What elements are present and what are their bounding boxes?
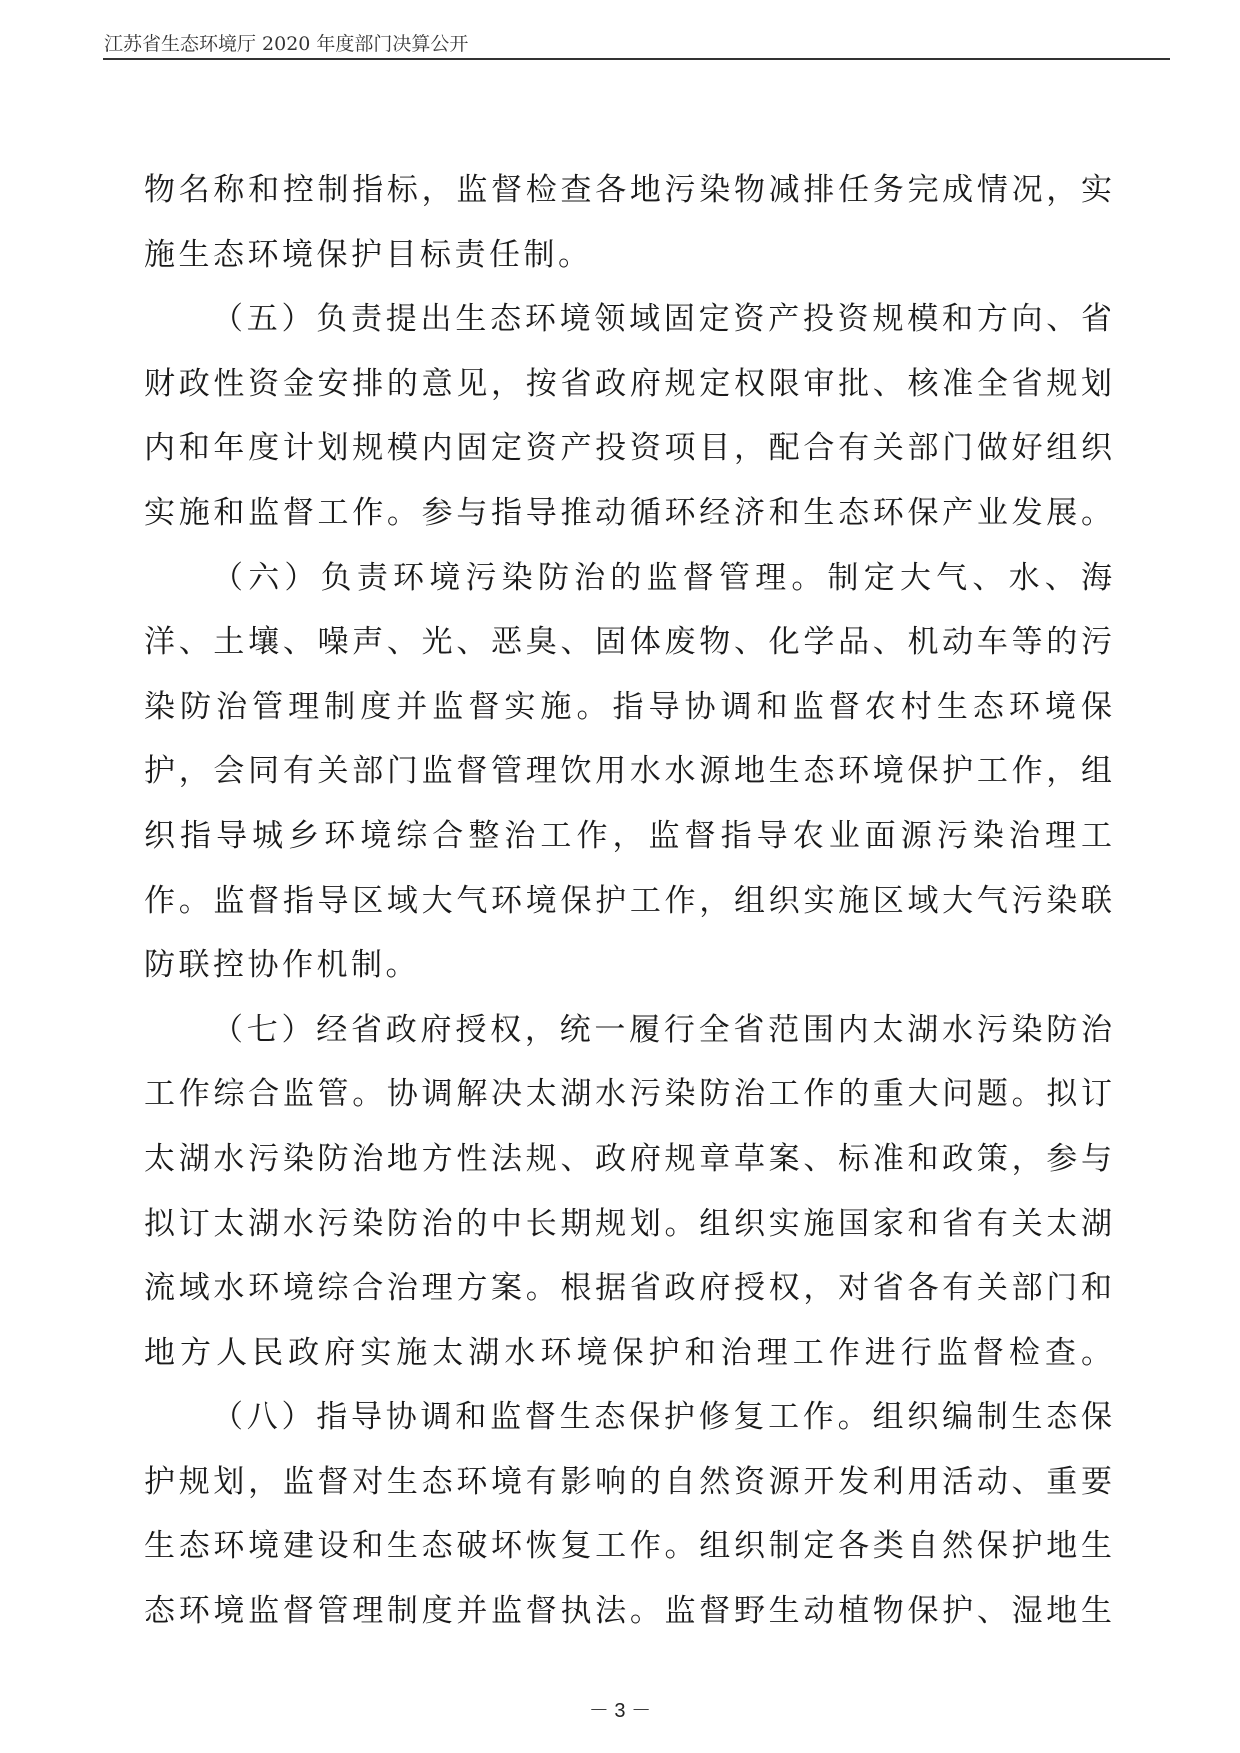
text-line: 护，会同有关部门监督管理饮用水水源地生态环境保护工作，组	[144, 753, 1112, 790]
text-line: 工作综合监管。协调解决太湖水污染防治工作的重大问题。拟订	[144, 1076, 1112, 1113]
text-line: 护规划，监督对生态环境有影响的自然资源开发利用活动、重要	[144, 1463, 1112, 1500]
text-line: （六）负责环境污染防治的监督管理。制定大气、水、海	[212, 559, 1112, 596]
text-line: 织指导城乡环境综合整治工作，监督指导农业面源污染治理工	[144, 817, 1112, 854]
running-header: 江苏省生态环境厅 2020 年度部门决算公开	[104, 33, 469, 55]
paragraph	[144, 546, 1112, 998]
paragraph	[144, 998, 1112, 1386]
header-divider	[103, 58, 1170, 60]
text-line: 生态环境建设和生态破坏恢复工作。组织制定各类自然保护地生	[144, 1528, 1112, 1565]
text-line: 实施和监督工作。参与指导推动循环经济和生态环保产业发展。	[144, 494, 1112, 531]
text-line: 施生态环境保护目标责任制。	[144, 236, 593, 273]
text-line: 态环境监督管理制度并监督执法。监督野生动植物保护、湿地生	[144, 1593, 1112, 1630]
text-line: 地方人民政府实施太湖水环境保护和治理工作进行监督检查。	[144, 1334, 1112, 1371]
text-line: （五）负责提出生态环境领域固定资产投资规模和方向、省	[212, 301, 1112, 338]
paragraph	[144, 1385, 1112, 1643]
text-line: （八）指导协调和监督生态保护修复工作。组织编制生态保	[212, 1399, 1112, 1436]
text-line: 防联控协作机制。	[144, 947, 420, 984]
text-line: （七）经省政府授权，统一履行全省范围内太湖水污染防治	[212, 1011, 1112, 1048]
text-line: 流域水环境综合治理方案。根据省政府授权，对省各有关部门和	[144, 1270, 1112, 1307]
document-body	[144, 158, 1112, 1644]
text-line: 物名称和控制指标，监督检查各地污染物减排任务完成情况，实	[144, 172, 1112, 208]
text-line: 作。监督指导区域大气环境保护工作，组织实施区域大气污染联	[144, 882, 1112, 919]
page-number: － 3 －	[588, 1700, 652, 1722]
text-line: 财政性资金安排的意见，按省政府规定权限审批、核准全省规划	[144, 365, 1112, 402]
paragraph	[144, 158, 1112, 287]
text-line: 内和年度计划规模内固定资产投资项目，配合有关部门做好组织	[144, 430, 1112, 467]
paragraph	[144, 287, 1112, 545]
text-line: 洋、土壤、噪声、光、恶臭、固体废物、化学品、机动车等的污	[144, 624, 1112, 661]
text-line: 染防治管理制度并监督实施。指导协调和监督农村生态环境保	[144, 688, 1112, 725]
text-line: 拟订太湖水污染防治的中长期规划。组织实施国家和省有关太湖	[144, 1205, 1112, 1242]
text-line: 太湖水污染防治地方性法规、政府规章草案、标准和政策，参与	[144, 1140, 1112, 1177]
